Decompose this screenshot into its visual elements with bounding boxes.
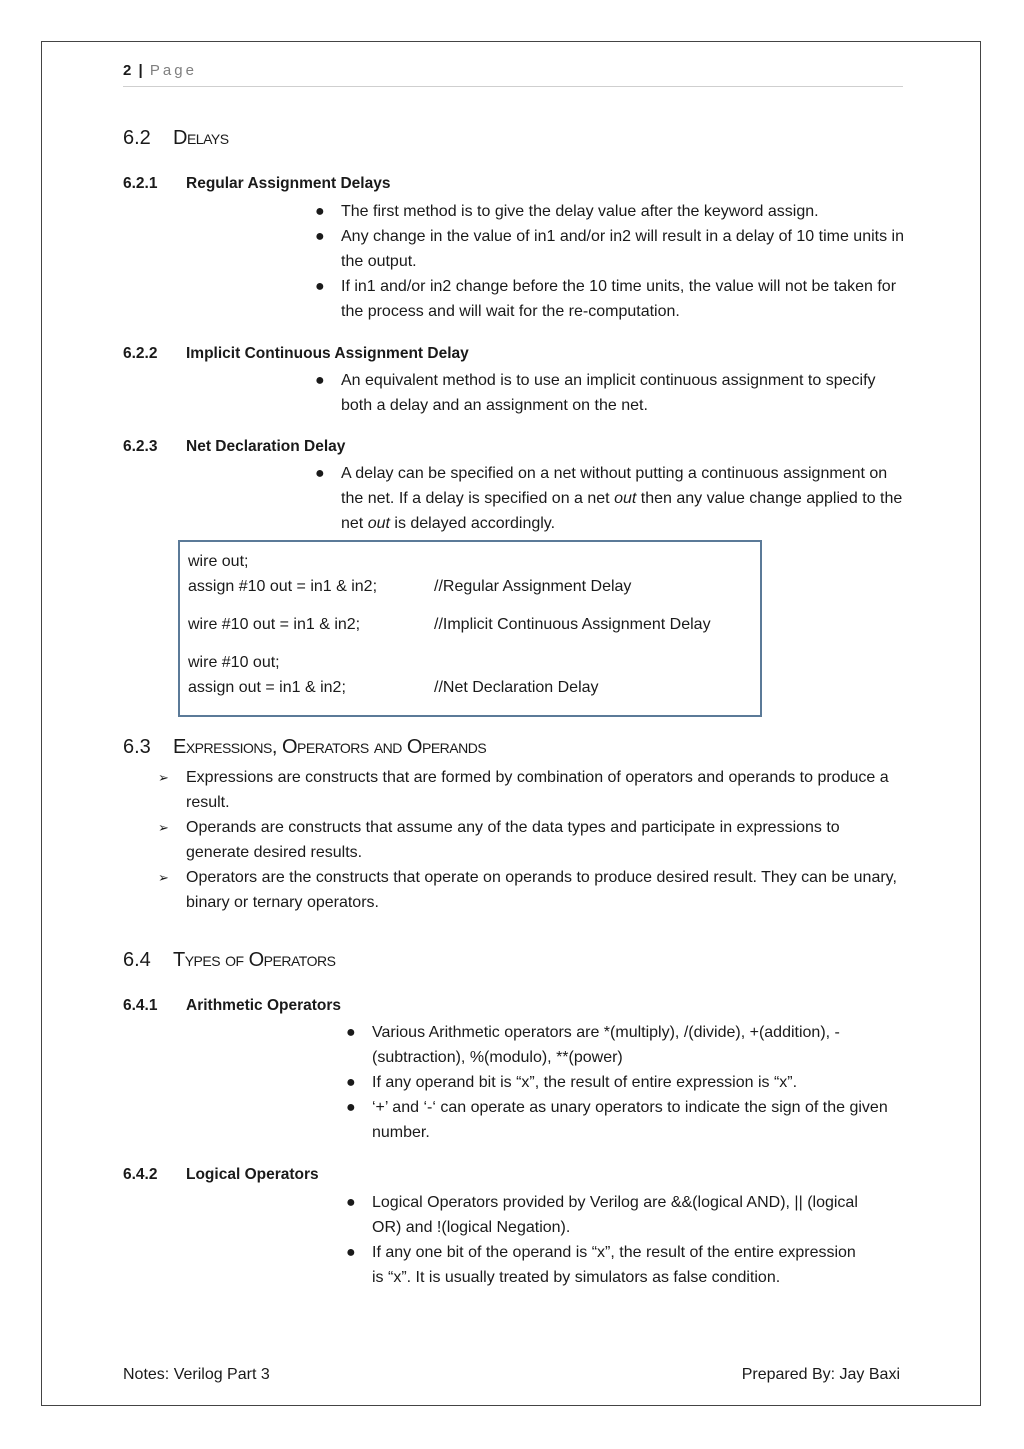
list-item: ● If in1 and/or in2 change before the 10 time units, the value will not be taken for the process and will wait for the re-computation. (315, 274, 905, 324)
bullet-list-6-2-3 (315, 461, 905, 536)
code-line: wire #10 out = in1 & in2; (188, 616, 361, 633)
code-line: wire #10 out; (188, 654, 280, 671)
list-item: ● Logical Operators provided by Verilog are &&(logical AND), || (logical OR) and !(logical Negation). (346, 1190, 866, 1240)
code-box (178, 540, 762, 717)
code-line: assign out = in1 & in2; (188, 679, 346, 696)
arrow-bullet-icon: ➢ (158, 770, 169, 785)
code-comment: //Implicit Continuous Assignment Delay (434, 616, 711, 633)
list-item: ➢ Operands are constructs that assume any of the data types and participate in expressions to generate desired results. (158, 815, 903, 865)
bullet-icon: ● (346, 1099, 356, 1116)
subsection-heading-6-4-1: 6.4.1 Arithmetic Operators (123, 997, 342, 1014)
section-heading-6-4: 6.4 Types of Operators (123, 949, 336, 971)
arrow-bullet-icon: ➢ (158, 820, 169, 835)
code-comment: //Regular Assignment Delay (434, 578, 632, 595)
page-header (123, 62, 903, 87)
bullet-icon: ● (346, 1194, 356, 1211)
arrow-list-6-3 (158, 765, 903, 915)
bullet-list-6-2-1 (315, 199, 905, 324)
list-item: ● Various Arithmetic operators are *(multiply), /(divide), +(addition), -(subtraction), %(modulo), **(power) (346, 1020, 906, 1070)
code-line: wire out; (188, 553, 249, 570)
bullet-icon: ● (315, 372, 325, 389)
code-line: assign #10 out = in1 & in2; (188, 578, 378, 595)
list-item: ● ‘+’ and ‘-‘ can operate as unary operators to indicate the sign of the given number. (346, 1095, 906, 1145)
bullet-list-6-4-1 (346, 1020, 906, 1145)
list-item: ● A delay can be specified on a net without putting a continuous assignment on the net. If a delay is specified on a net out then any value change applied to the net out is delayed accordingly. (315, 461, 905, 536)
bullet-icon: ● (346, 1244, 356, 1261)
list-item: ● If any one bit of the operand is “x”, the result of the entire expression is “x”. It is usually treated by simulators as false condition. (346, 1240, 866, 1290)
list-item: ➢ Operators are the constructs that operate on operands to produce desired result. They can be unary, binary or ternary operators. (158, 865, 903, 915)
page-label: Page (149, 62, 197, 79)
list-item: ● Any change in the value of in1 and/or in2 will result in a delay of 10 time units in the output. (315, 224, 905, 274)
bullet-icon: ● (315, 228, 325, 245)
bullet-icon: ● (315, 465, 325, 482)
subsection-heading-6-2-3: 6.2.3 Net Declaration Delay (123, 438, 346, 455)
footer-left: Notes: Verilog Part 3 (123, 1366, 270, 1383)
header-separator: | (138, 62, 143, 79)
subsection-heading-6-2-1: 6.2.1 Regular Assignment Delays (123, 175, 391, 192)
code-comment: //Net Declaration Delay (434, 679, 599, 696)
section-heading-6-3: 6.3 Expressions, Operators and Operands (123, 736, 487, 758)
bullet-icon: ● (346, 1024, 356, 1041)
list-item: ● If any operand bit is “x”, the result of entire expression is “x”. (346, 1070, 906, 1095)
bullet-icon: ● (315, 278, 325, 295)
bullet-list-6-4-2 (346, 1190, 866, 1290)
subsection-heading-6-4-2: 6.4.2 Logical Operators (123, 1166, 319, 1183)
footer-right: Prepared By: Jay Baxi (741, 1366, 900, 1383)
list-item: ● An equivalent method is to use an implicit continuous assignment to specify both a delay and an assignment on the net. (315, 368, 905, 418)
list-item: ➢ Expressions are constructs that are formed by combination of operators and operands to produce a result. (158, 765, 903, 815)
list-item: ● The first method is to give the delay value after the keyword assign. (315, 199, 905, 224)
section-heading-6-2: 6.2 Delays (123, 127, 229, 149)
bullet-icon: ● (346, 1074, 356, 1091)
arrow-bullet-icon: ➢ (158, 870, 169, 885)
subsection-heading-6-2-2: 6.2.2 Implicit Continuous Assignment Delay (123, 345, 469, 362)
page-number: 2 (123, 62, 132, 79)
bullet-icon: ● (315, 203, 325, 220)
bullet-list-6-2-2 (315, 368, 905, 418)
